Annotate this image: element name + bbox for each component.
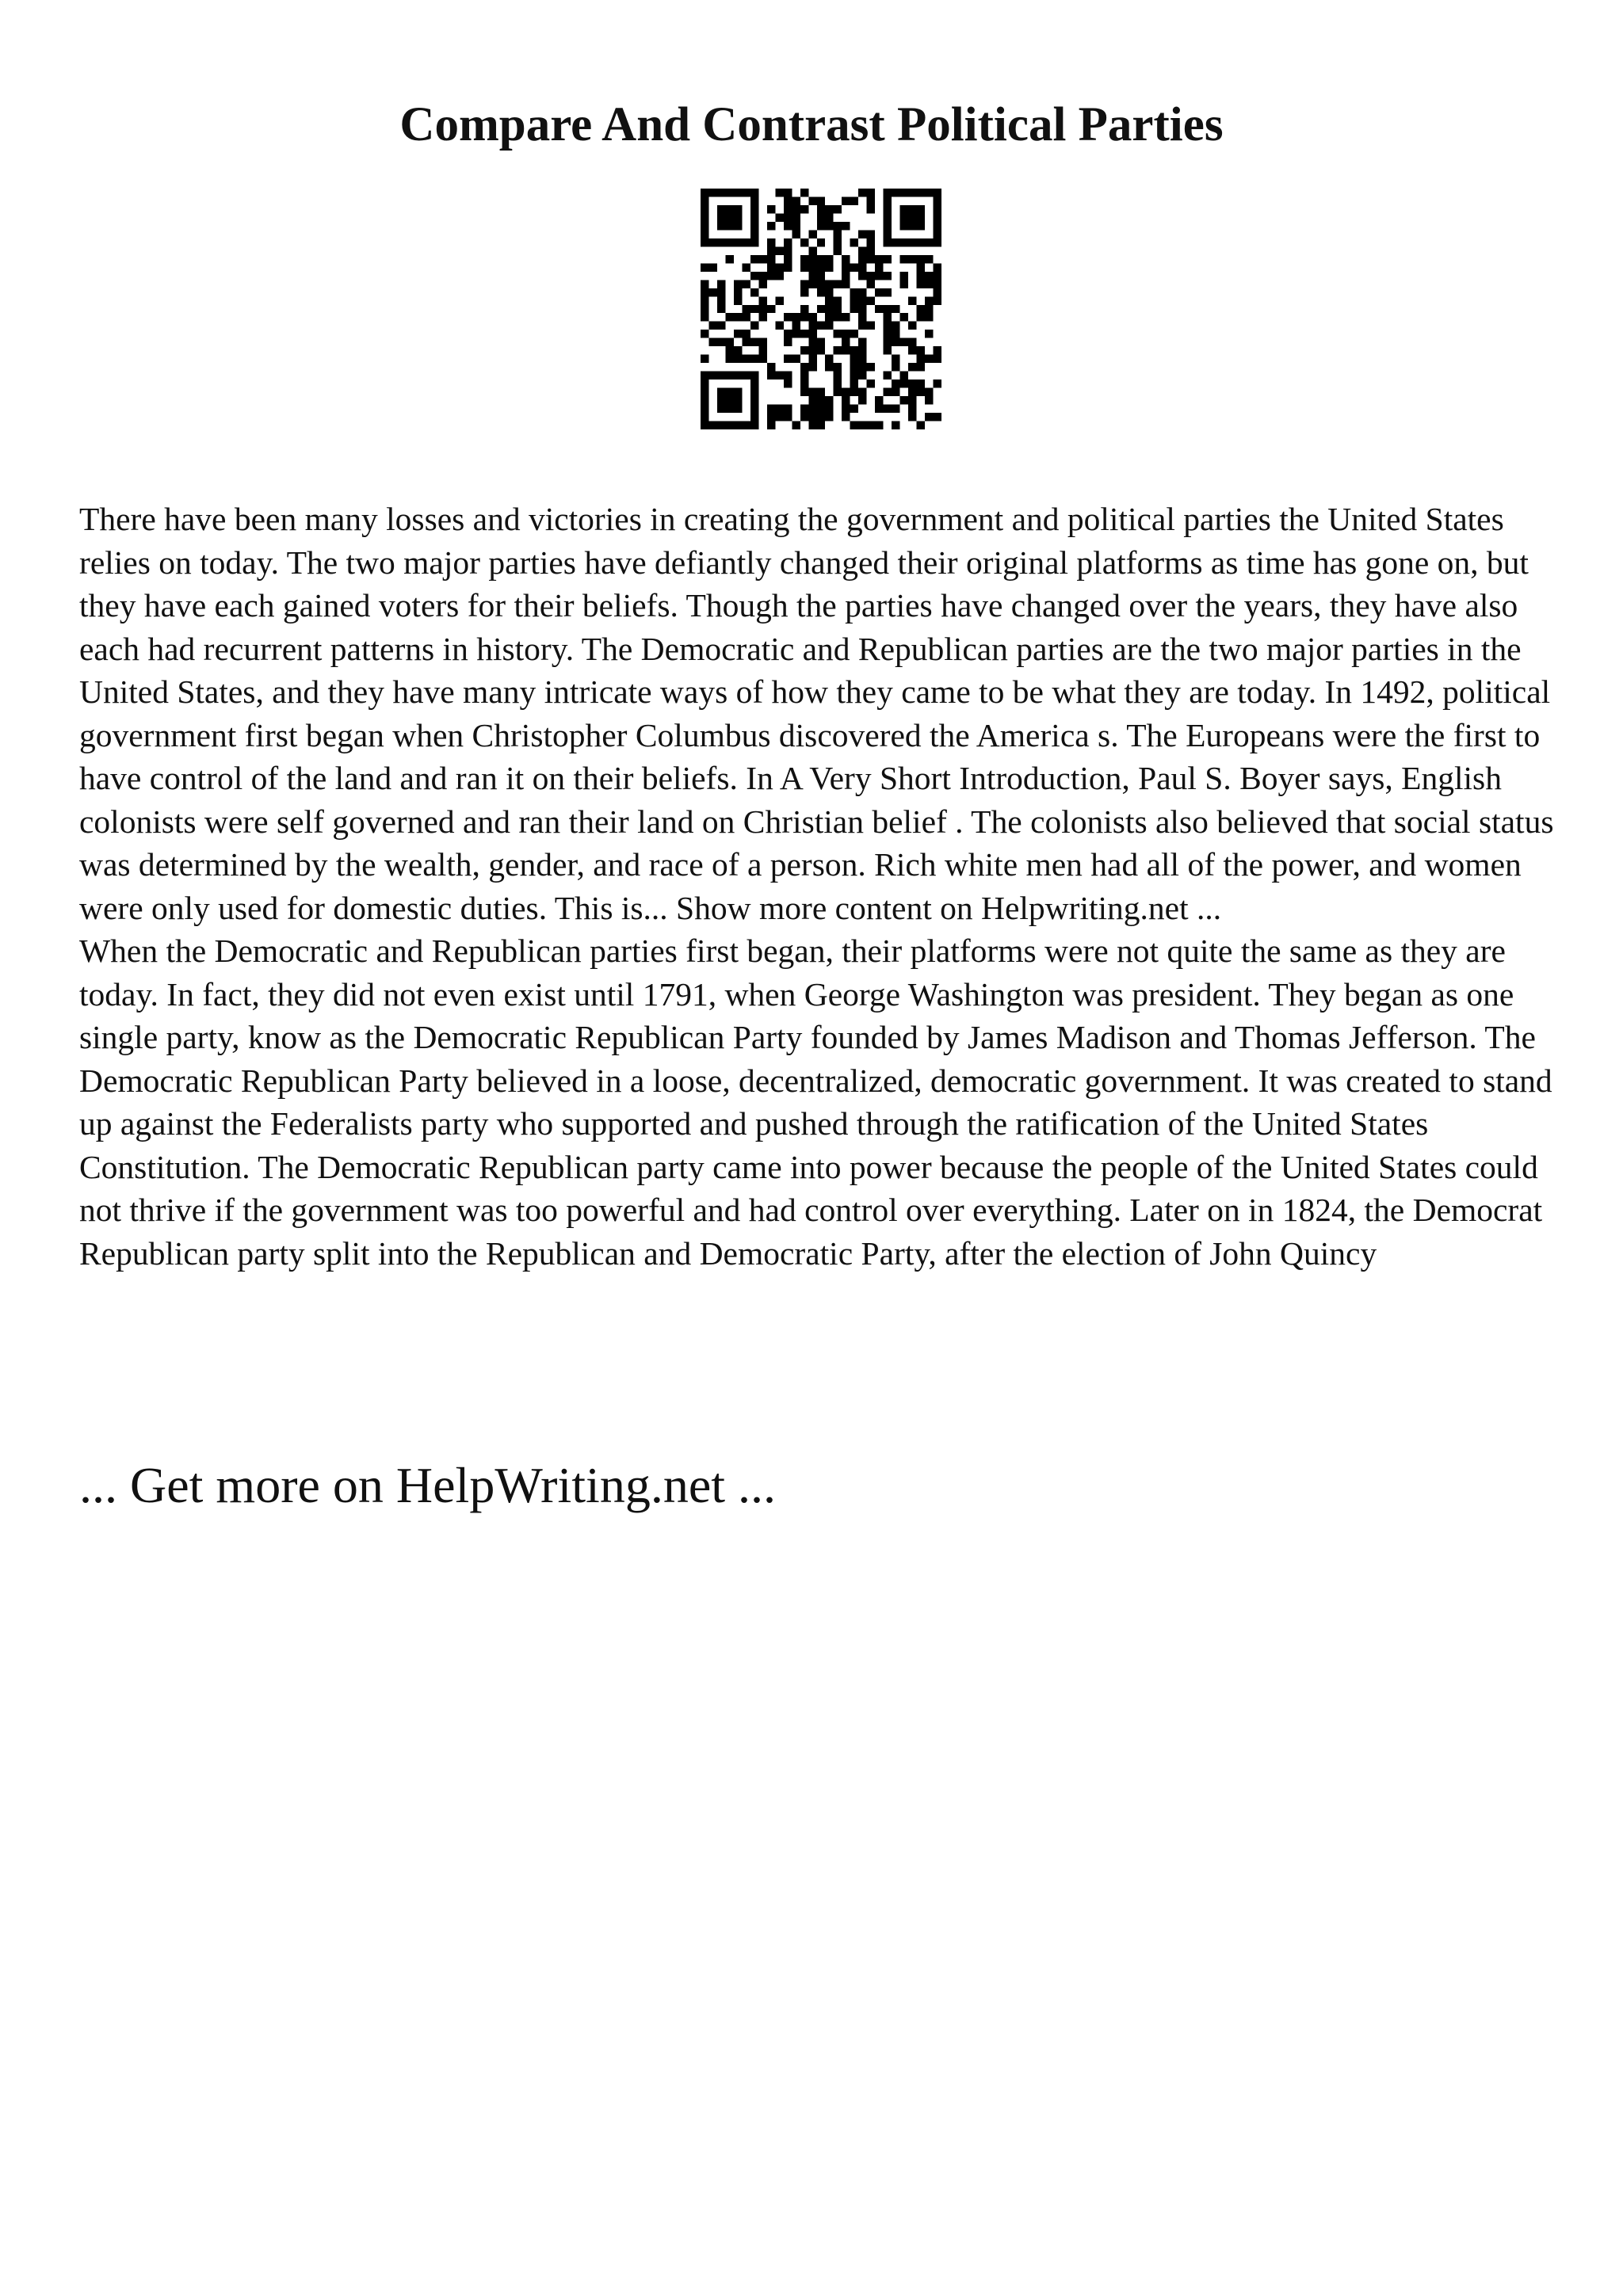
get-more-link-text: ... Get more on HelpWriting.net ...: [79, 1457, 776, 1513]
qr-code-icon: [701, 189, 941, 429]
document-title: Compare And Contrast Political Parties: [399, 98, 1224, 151]
paragraph-2: When the Democratic and Republican parties first began, their platforms were not quite the same as they are today. In fact, they did not even exist until 1791, when George Washington was president. They began as one single party, know as the Democratic Republican Party founded by James Madison and Thomas Jefferson. The Democratic Republican Party believed in a loose, decentralized, democratic government. It was created to stand up against the Federalists party who supported and pushed through the ratification of the United States Constitution. The Democratic Republican party came into power because the people of the United States could not thrive if the government was too powerful and had control over everything. Later on in 1824, the Democrat Republican party split into the Republican and Democratic Party, after the election of John Quincy: [79, 933, 1552, 1272]
paragraph-1: There have been many losses and victories in creating the government and political parties the United States relies on today. The two major parties have defiantly changed their original platforms as time has gone on, but they have each gained voters for their beliefs. Though the parties have changed over the years, they have also each had recurrent patterns in history. The Democratic and Republican parties are the two major parties in the United States, and they have many intricate ways of how they came to be what they are today. In 1492, political government first began when Christopher Columbus discovered the America s. The Europeans were the first to have control of the land and ran it on their beliefs. In A Very Short Introduction, Paul S. Boyer says, English colonists were self governed and ran their land on Christian belief . The colonists also believed that social status was determined by the wealth, gender, and race of a person. Rich white men had all of the power, and women were only used for domestic duties. This is... Show more content on Helpwriting.net ...: [79, 501, 1554, 926]
document-body: [79, 498, 1569, 1275]
